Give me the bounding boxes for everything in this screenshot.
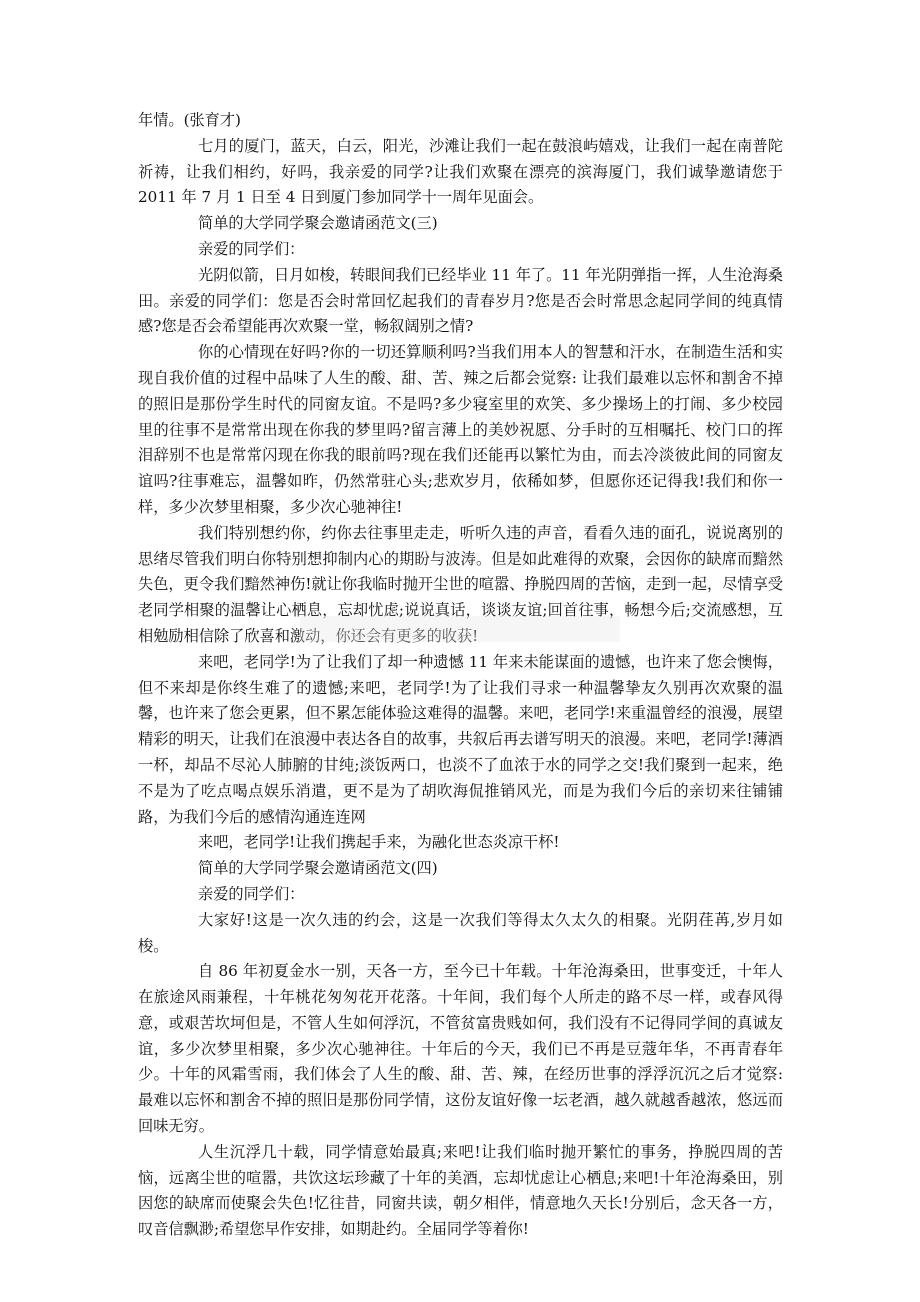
- paragraph-continuation: 年情。(张育才): [138, 111, 241, 129]
- paragraph-greeting: 大家好!这是一次久违的约会，这是一次我们等得太久太久的相聚。光阴荏苒,岁月如梭。: [138, 910, 783, 955]
- paragraph-xiamen-invitation: 七月的厦门，蓝天，白云，阳光，沙滩让我们一起在鼓浪屿嬉戏，让我们一起在南普陀祈祷，让我们相约，好吗，我亲爱的同学?让我们欢聚在漂亮的滨海厦门，我们诚挚邀请您于 2011 年 7 月 1 日至 4 日到厦门参加同学十一周年见面会。: [138, 136, 783, 207]
- paragraph-closing: 人生沉浮几十载，同学情意始最真;来吧!让我们临时抛开繁忙的事务，挣脱四周的苦恼，远离尘世的喧嚣，共饮这坛珍藏了十年的美酒，忘却忧虑让心栖息;来吧!十年沧海桑田，别因您的缺席而使聚会失色!忆往昔，同窗共读，朝夕相伴，情意地久天长!分别后，念天各一方，叹音信飘渺;希望您早作安排，如期赴约。全届同学等着你!: [138, 1142, 783, 1239]
- section-heading-4: 简单的大学同学聚会邀请函范文(四): [198, 859, 438, 878]
- paragraph-toast: 来吧，老同学!让我们携起手来，为融化世态炎凉干杯!: [198, 833, 560, 852]
- salutation-4: 亲爱的同学们：: [198, 884, 305, 903]
- document-body: [138, 108, 783, 1243]
- paragraph-how-are-you: 你的心情现在好吗?你的一切还算顺利吗?当我们用本人的智慧和汗水，在制造生活和实现自我价值的过程中品味了人生的酸、甜、苦、辣之后都会觉察: 让我们最难以忘怀和割舍不掉的照旧是那份学生时代的同窗友谊。不是吗?多少寝室里的欢笑、多少操场上的打闹、多少校园里的往事不是常常出现在你我的梦里吗?留言薄上的美妙祝愿、分手时的互相嘱托、校门口的挥泪辞别不也是常常闪现在你我的眼前吗?现在我们还能再以繁忙为由，而去冷淡彼此间的同窗友谊吗?往事难忘，温馨如昨，仍然常驻心头;悲欢岁月，依稀如梦，但愿你还记得我!我们和你一样，多少次梦里相聚，多少次心驰神往!: [138, 343, 783, 516]
- salutation-3: 亲爱的同学们：: [198, 239, 305, 258]
- section-heading-3: 简单的大学同学聚会邀请函范文(三): [198, 214, 438, 233]
- paragraph-ten-years: 自 86 年初夏金水一别，天各一方，至今已十年载。十年沧海桑田，世事变迁，十年人在旅途风雨兼程，十年桃花匆匆花开花落。十年间，我们每个人所走的路不尽一样，或春风得意，或艰苦坎坷但是，不管人生如何浮沉，不管贫富贵贱如何，我们没有不记得同学间的真诚友谊，多少次梦里相聚，多少次心驰神往。十年后的今天，我们已不再是豆蔻年华，不再青春年少。十年的风霜雪雨，我们体会了人生的酸、甜、苦、辣，在经历世事的浮浮沉沉之后才觉察: 最难以忘怀和割舍不掉的照旧是那份同学情，这份友谊好像一坛老酒，越久就越香越浓，悠远而回味无穷。: [138, 962, 783, 1136]
- paragraph-come-classmates: 来吧，老同学!为了让我们了却一种遗憾 11 年来未能谋面的遗憾，也许来了您会懊悔，但不来却是你终生难了的遗憾;来吧，老同学!为了让我们寻求一种温馨挚友久别再次欢聚的温馨，也许来了您会更累，但不累怎能体验这难得的温馨。来吧，老同学!来重温曾经的浪漫，展望精彩的明天，让我们在浪漫中表达各自的故事，共叙后再去谱写明天的浪漫。来吧，老同学!薄酒一杯，却品不尽沁人肺腑的甘纯;淡饭两口，也淡不了血浓于水的同学之交!我们聚到一起来，绝不是为了吃点喝点娱乐消遣，更不是为了胡吹海侃推销风光，而是为我们今后的亲切来往铺铺路，为我们今后的感情沟通连连网: [138, 652, 783, 826]
- paragraph-want-to-invite: 我们特别想约你，约你去往事里走走，听听久违的声音，看看久违的面孔，说说离别的思绪尽管我们明白你特别想抑制内心的期盼与波涛。但是如此难得的欢聚，会因你的缺席而黯然失色，更令我们黯然神伤!就让你我临时抛开尘世的喧嚣、挣脱四周的苦恼，走到一起，尽情享受老同学相聚的温馨让心栖息，忘却忧虑;说说真话，谈谈友谊;回首往事，畅想今后;交流感想，互相勉励相信除了欣喜和激动，你还会有更多的收获!: [138, 523, 783, 645]
- paragraph-time-flies: 光阴似箭，日月如梭，转眼间我们已经毕业 11 年了。11 年光阴弹指一挥，人生沧海桑田。亲爱的同学们：您是否会时常回忆起我们的青春岁月?您是否会时常思念起同学间的纯真情感?您是否会希望能再次欢聚一堂，畅叙阔别之情?: [138, 265, 783, 336]
